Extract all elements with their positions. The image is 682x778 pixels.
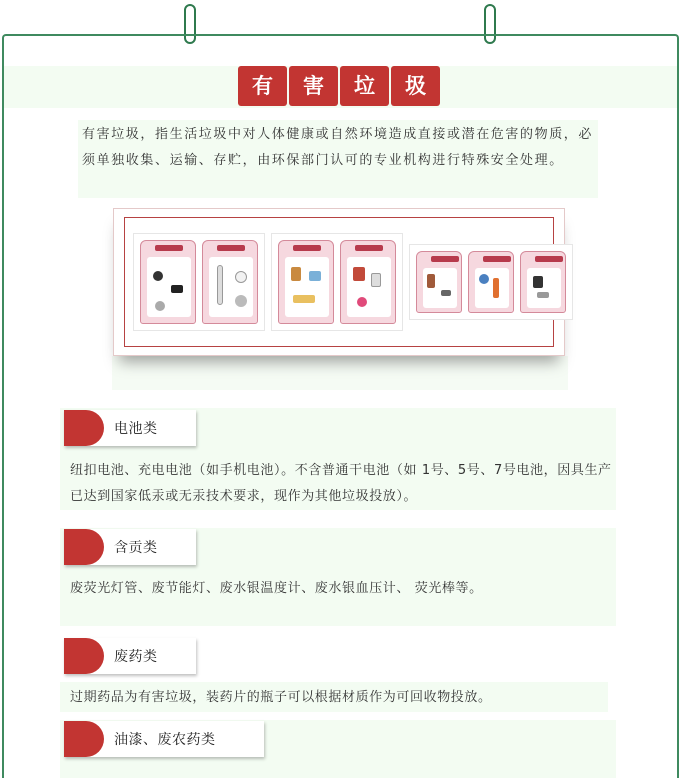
- pesticide-icon: [479, 274, 489, 284]
- hazardous-waste-photo: [113, 208, 565, 356]
- paint-can-icon: [353, 267, 365, 281]
- chemical-bottle-icon: [427, 274, 435, 288]
- bin-illustration: [340, 240, 396, 324]
- bin-illustration: [468, 251, 514, 313]
- spray-can-icon: [371, 273, 381, 287]
- title-char: 圾: [391, 66, 440, 106]
- cartridge-icon: [537, 292, 549, 298]
- photo-panel-chemicals: [409, 244, 573, 320]
- section-heading-label: 废药类: [114, 649, 158, 665]
- nail-polish-icon: [357, 297, 367, 307]
- pill-pack-icon: [293, 295, 315, 303]
- bulb-icon: [235, 295, 247, 307]
- medicine-box-icon: [309, 271, 321, 281]
- photo-shadow-band: [112, 356, 568, 390]
- photo-inner-frame: [124, 217, 554, 347]
- section-heading-mercury: [64, 529, 196, 565]
- section-heading-label: 油漆、废农药类: [114, 732, 216, 748]
- bin-illustration: [520, 251, 566, 313]
- title-char: 垃: [340, 66, 389, 106]
- section-heading-marker: [64, 721, 104, 757]
- battery-icon: [153, 271, 163, 281]
- photo-panel-batteries-lamps: [133, 233, 265, 331]
- bin-illustration: [140, 240, 196, 324]
- page-title: [238, 66, 440, 106]
- section-heading-batteries: [64, 410, 196, 446]
- section-heading-medicines: [64, 638, 196, 674]
- intro-paragraph: 有害垃圾，指生活垃圾中对人体健康或自然环境造成直接或潜在危害的物质，必须单独收集、运输、存贮，由环保部门认可的专业机构进行特殊安全处理。: [78, 120, 598, 198]
- bin-illustration: [416, 251, 462, 313]
- section-heading-marker: [64, 529, 104, 565]
- section-text-mercury: 废荧光灯管、废节能灯、废水银温度计、废水银血压计、 荧光棒等。: [70, 581, 483, 596]
- section-text-medicines: 过期药品为有害垃圾，装药片的瓶子可以根据材质作为可回收物投放。: [70, 690, 492, 705]
- thermometer-icon: [441, 290, 451, 296]
- section-heading-marker: [64, 410, 104, 446]
- section-heading-label: 电池类: [114, 421, 158, 437]
- glow-stick-icon: [493, 278, 499, 298]
- medicine-bottle-icon: [291, 267, 301, 281]
- section-heading-marker: [64, 638, 104, 674]
- coin-cell-icon: [155, 301, 165, 311]
- section-heading-paint-pesticide: [64, 721, 264, 757]
- section-heading-label: 含贡类: [114, 540, 158, 556]
- photo-panel-medicines: [271, 233, 403, 331]
- bin-illustration: [278, 240, 334, 324]
- bin-illustration: [202, 240, 258, 324]
- lamp-icon: [235, 271, 247, 283]
- toner-icon: [533, 276, 543, 288]
- section-text-batteries: 纽扣电池、充电电池（如手机电池）。不含普通干电池（如 1号、5号、7号电池，因具生产已达到国家低汞或无汞技术要求，现作为其他垃圾投放）。: [70, 463, 612, 504]
- title-char: 害: [289, 66, 338, 106]
- fluorescent-tube-icon: [217, 265, 223, 305]
- battery-icon: [171, 285, 183, 293]
- title-char: 有: [238, 66, 287, 106]
